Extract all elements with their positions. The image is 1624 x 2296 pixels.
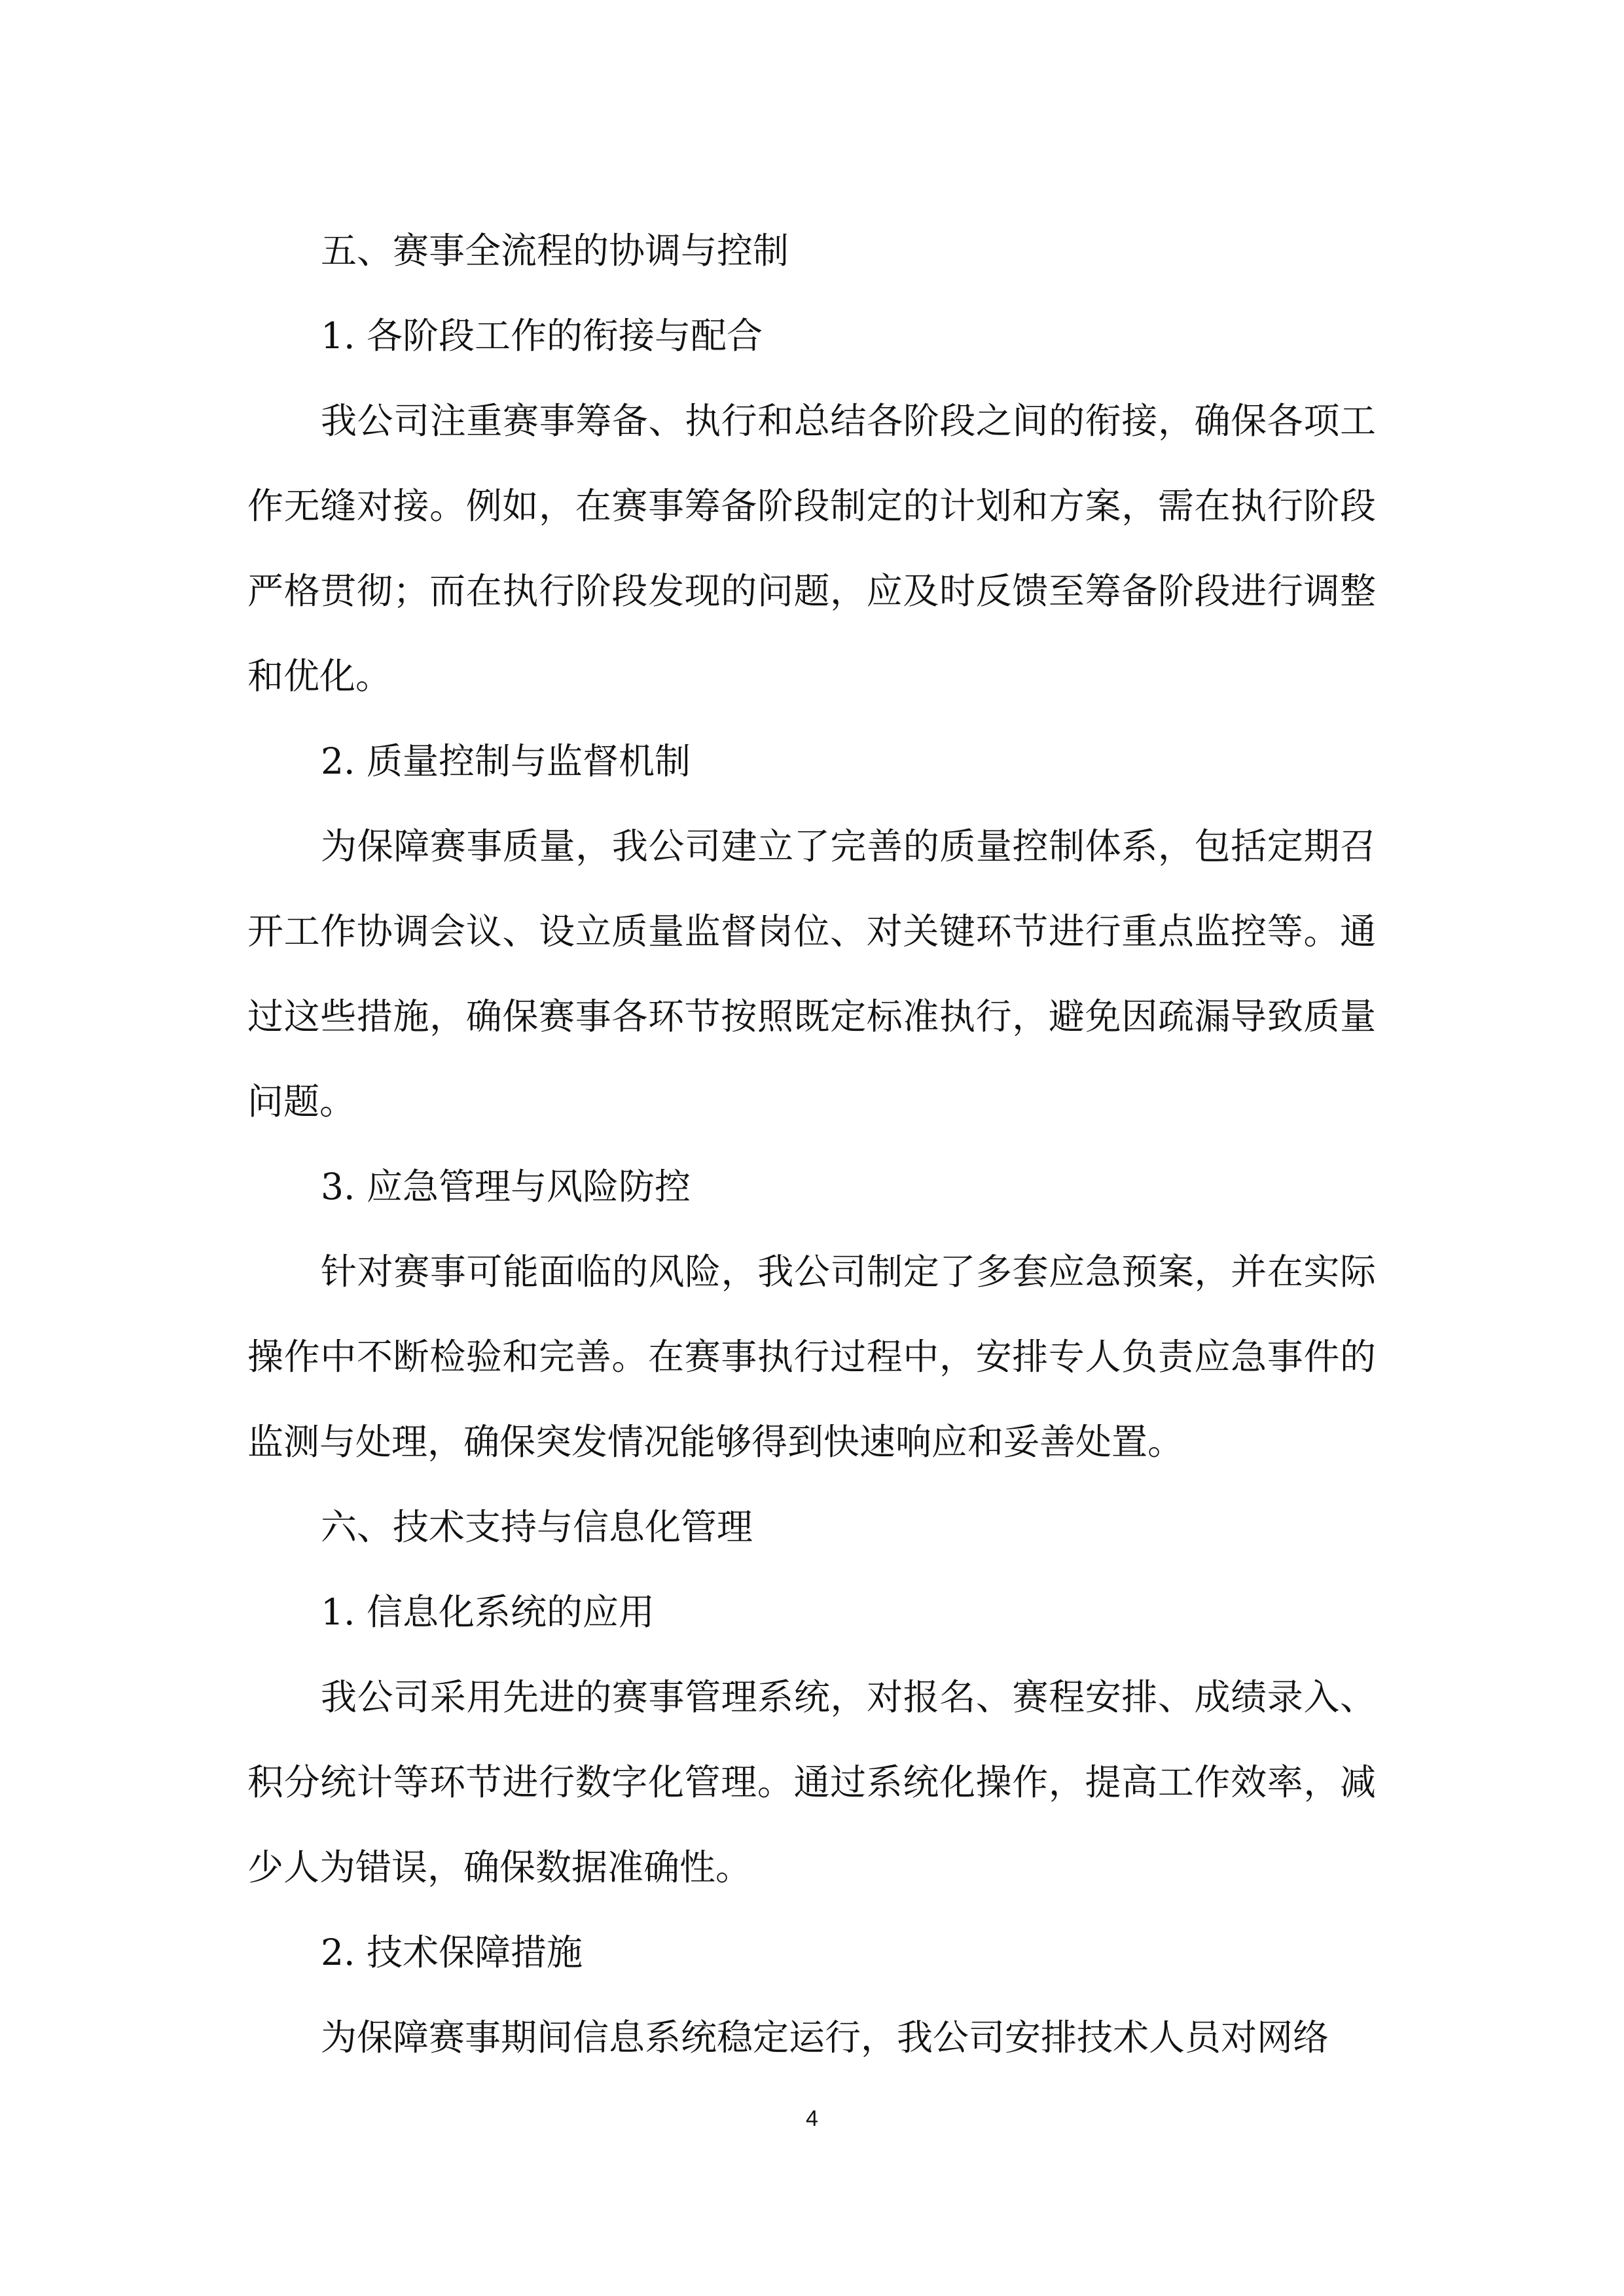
section-heading-5: 五、赛事全流程的协调与控制	[321, 230, 789, 272]
subheading-5-3: 3. 应急管理与风险防控	[321, 1166, 691, 1208]
page-number: 4	[806, 2106, 818, 2131]
section-heading-6: 六、技术支持与信息化管理	[321, 1506, 753, 1548]
subheading-6-2: 2. 技术保障措施	[321, 1931, 583, 1973]
subheading-6-1: 1. 信息化系统的应用	[321, 1591, 655, 1633]
subheading-5-1: 1. 各阶段工作的衔接与配合	[321, 315, 763, 357]
paragraph-5-1: 我公司注重赛事筹备、执行和总结各阶段之间的衔接，确保各项工作无缝对接。例如，在赛事筹备阶段制定的计划和方案，需在执行阶段严格贯彻；而在执行阶段发现的问题，应及时反馈至筹备阶段进行调整和优化。	[247, 400, 1376, 697]
paragraph-6-1: 我公司采用先进的赛事管理系统，对报名、赛程安排、成绩录入、积分统计等环节进行数字化管理。通过系统化操作，提高工作效率，减少人为错误，确保数据准确性。	[247, 1676, 1376, 1888]
paragraph-5-3: 针对赛事可能面临的风险，我公司制定了多套应急预案，并在实际操作中不断检验和完善。在赛事执行过程中，安排专人负责应急事件的监测与处理，确保突发情况能够得到快速响应和妥善处置。	[247, 1251, 1376, 1463]
paragraph-6-2: 为保障赛事期间信息系统稳定运行，我公司安排技术人员对网络	[321, 2017, 1329, 2058]
paragraph-5-2: 为保障赛事质量，我公司建立了完善的质量控制体系，包括定期召开工作协调会议、设立质量监督岗位、对关键环节进行重点监控等。通过这些措施，确保赛事各环节按照既定标准执行，避免因疏漏导致质量问题。	[247, 825, 1376, 1122]
subheading-5-2: 2. 质量控制与监督机制	[321, 740, 691, 782]
page-content	[247, 208, 1376, 2080]
